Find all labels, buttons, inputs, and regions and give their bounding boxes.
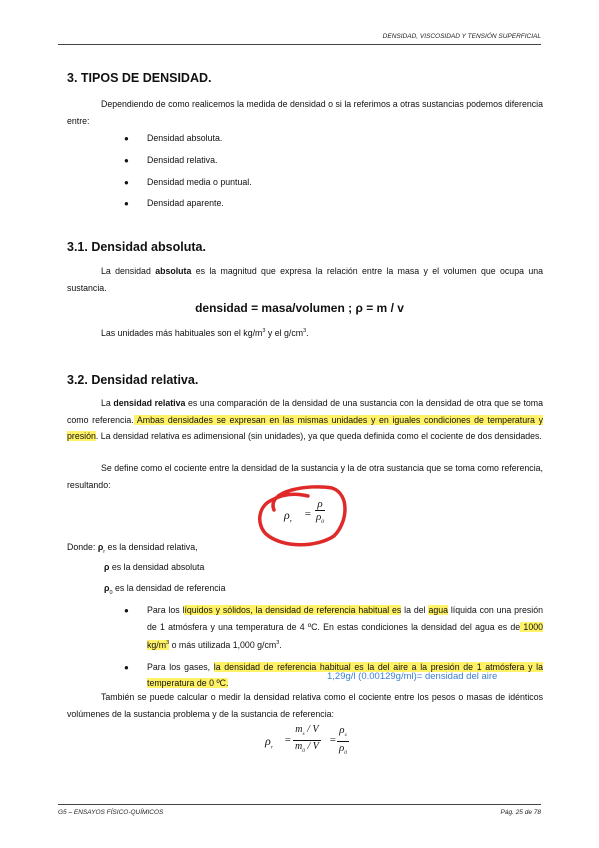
rho-absolute-line: ρ es la densidad absoluta — [104, 562, 205, 572]
relative-density-formula: $\rho_r$ = $\frac{\rho}{\rho_0}$ — [284, 498, 325, 526]
section-3-intro: Dependiendo de como realicemos la medida de densidad o si la referimos a otras sustancias podemos diferencia entre: — [67, 99, 543, 126]
relative-density-mass-formula: $\rho_r$ = $\frac{m_s / V}{m_0 / V}$ = $\frac{\rho_s}{\rho_0}$ — [265, 724, 348, 757]
air-density-annotation: 1,29g/l (0.00129g/ml)= densidad del aire — [327, 671, 498, 682]
bullet-icon: ● — [124, 155, 129, 165]
list-item: ● Para los líquidos y sólidos, la densidad de referencia habitual es la del agua líquida con una presión de 1 atmósfera y una temperatura de 4 ºC. En estas condiciones la densidad del agua es de 1000 $kg/m^3$ o más utilizada 1,000 $g/cm^3$. — [124, 605, 544, 650]
section-3-2-paragraph-2: Se define como el cociente entre la densidad de la sustancia y la de otra sustancia que se toma como referencia, resultando: — [67, 463, 543, 490]
page-header — [58, 33, 541, 45]
page-footer — [58, 804, 541, 816]
section-3-2-paragraph-3: También se puede calcular o medir la densidad relativa como el cociente entre los pesos o masas de idénticos volúmenes de la sustancia problema y de la sustancia de referencia: — [67, 692, 543, 719]
bullet-icon: ● — [124, 134, 129, 143]
density-types-list — [124, 133, 252, 220]
section-3-1-paragraph: La densidad absoluta es la magnitud que expresa la relación entre la masa y el volumen que ocupa una sustancia. — [67, 266, 543, 293]
donde-line: Donde: $\rho_r$ es la densidad relativa, — [67, 542, 198, 555]
density-formula: densidad = masa/volumen ; ρ = m / v — [195, 301, 404, 315]
section-3-2-title: 3.2. Densidad relativa. — [67, 373, 199, 387]
section-3-2-paragraph-1: La densidad relativa es una comparación de la densidad de una sustancia con la densidad de otra que se toma como referencia. Ambas densidades se expresan en las mismas unidades y en iguales condiciones de temperatura y presión. La densidad relativa es adimensional (sin unidades), ya que queda definida como el cociente de dos densidades. — [67, 398, 544, 441]
list-item: ● Densidad media o puntual. — [124, 176, 252, 187]
list-item: ● Para los gases, la densidad de referencia habitual es la del aire a la presión de 1 atmósfera y la temperatura de 0 ºC. — [124, 661, 543, 688]
bullet-icon: ● — [124, 662, 129, 672]
page-number: Pág. 25 de 78 — [500, 809, 541, 816]
red-circle-annotation — [252, 482, 352, 550]
rho-reference-line: $\rho_0$ es la densidad de referencia — [104, 583, 226, 596]
section-3-title: 3. TIPOS DE DENSIDAD. — [67, 71, 212, 85]
list-item: ● Densidad aparente. — [124, 198, 224, 209]
bullet-icon: ● — [124, 199, 129, 209]
list-item: ● Densidad relativa. — [124, 154, 218, 165]
section-3-1-title: 3.1. Densidad absoluta. — [67, 240, 206, 254]
list-item: ● Densidad absoluta. — [124, 133, 223, 143]
header-title: DENSIDAD, VISCOSIDAD Y TENSIÓN SUPERFICIAL — [382, 33, 541, 40]
bullet-icon: ● — [124, 606, 129, 615]
units-paragraph: Las unidades más habituales son el $kg/m^3$ y el $g/cm^3$. — [101, 328, 309, 338]
bullet-icon: ● — [124, 177, 129, 187]
footer-left: G5 – ENSAYOS FÍSICO-QUÍMICOS — [58, 809, 164, 816]
